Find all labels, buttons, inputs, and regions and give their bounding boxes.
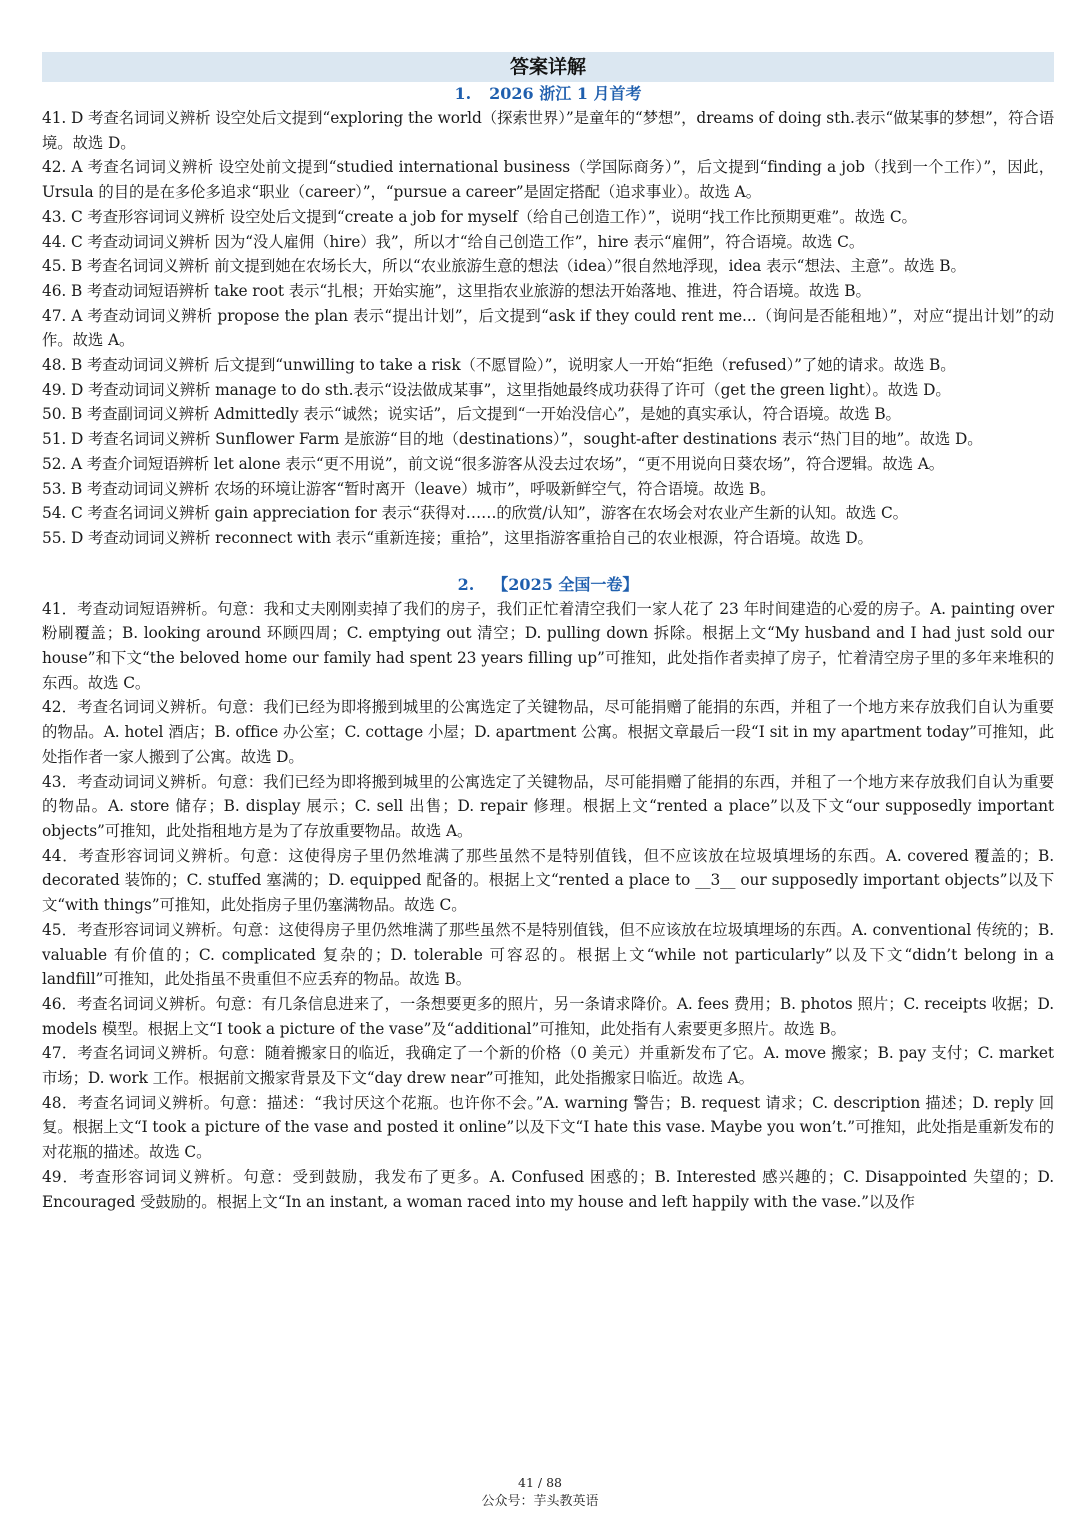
document-page bbox=[42, 52, 1054, 1214]
answer-paragraph: 52. A 考查介词短语辨析 let alone 表示“更不用说”，前文说“很多游客从没去过农场”，“更不用说向日葵农场”，符合逻辑。故选 A。 bbox=[42, 454, 945, 473]
page-title: 答案详解 bbox=[42, 52, 1054, 82]
answer-paragraph: 48. B 考查动词词义辨析 后文提到“unwilling to take a risk（不愿冒险）”，说明家人一开始“拒绝（refused）”了她的请求。故选 B。 bbox=[42, 356, 956, 375]
answer-paragraph: 44. C 考查动词词义辨析 因为“没人雇佣（hire）我”，所以才“给自己创造工作”，hire 表示“雇佣”，符合语境。故选 C。 bbox=[42, 232, 865, 251]
answer-paragraph: 51. D 考查名词词义辨析 Sunflower Farm 是旅游“目的地（destinations）”，sought-after destinations 表示“热门目的地”。故选 D。 bbox=[42, 430, 983, 449]
answer-paragraph: 42. A 考查名词词义辨析 设空处前文提到“studied international business（学国际商务）”，后文提到“finding a job（找到一个工作）”，因此，Ursula 的目的是在多伦多追求“职业（career）”，“pursue a career”是固定搭配（追求事业）。故选 A。 bbox=[42, 158, 1054, 202]
section-heading-2 bbox=[42, 573, 1054, 597]
answer-paragraph: 45. B 考查名词词义辨析 前文提到她在农场长大，所以“农业旅游生意的想法（idea）”很自然地浮现，idea 表示“想法、主意”。故选 B。 bbox=[42, 257, 966, 276]
section-number: 2. bbox=[457, 574, 475, 594]
answer-paragraph: 47. A 考查动词词义辨析 propose the plan 表示“提出计划”，后文提到“ask if they could rent me...（询问是否能租地）”，对应“提出计划”的动作。故选 A。 bbox=[42, 306, 1054, 350]
answer-paragraph: 54. C 考查名词词义辨析 gain appreciation for 表示“获得对……的欣赏/认知”，游客在农场会对农业产生新的认知。故选 C。 bbox=[42, 504, 908, 523]
answer-paragraph: 50. B 考查副词词义辨析 Admittedly 表示“诚然；说实话”，后文提到“一开始没信心”，是她的真实承认，符合语境。故选 B。 bbox=[42, 405, 901, 424]
answer-paragraph: 49. D 考查动词词义辨析 manage to do sth.表示“设法做成某事”，这里指她最终成功获得了许可（get the green light）。故选 D。 bbox=[42, 380, 951, 399]
section-heading-1 bbox=[42, 82, 1054, 106]
section-title: 【2025 全国一卷】 bbox=[492, 574, 639, 594]
answer-paragraph: 43．考查动词词义辨析。句意：我们已经为即将搬到城里的公寓选定了关键物品，尽可能捐赠了能捐的东西，并租了一个地方来存放我们自认为重要的物品。A. store 储存；B. display 展示；C. sell 出售；D. repair 修理。根据上文“rented a place”以及下文“our supposedly important objects”可推知，此处指租地方是为了存放重要物品。故选 A。 bbox=[42, 772, 1054, 840]
answer-paragraph: 53. B 考查动词词义辨析 农场的环境让游客“暂时离开（leave）城市”，呼吸新鲜空气，符合语境。故选 B。 bbox=[42, 479, 776, 498]
section-gap bbox=[42, 551, 1054, 573]
answer-paragraph: 47．考查名词词义辨析。句意：随着搬家日的临近，我确定了一个新的价格（0 美元）并重新发布了它。A. move 搬家；B. pay 支付；C. market 市场；D. work 工作。根据前文搬家背景及下文“day drew near”可推知，此处指搬家日临近。故选 A。 bbox=[42, 1044, 1054, 1088]
footer-account: 公众号：芋头教英语 bbox=[481, 1494, 599, 1509]
section-number: 1. bbox=[454, 84, 472, 103]
answer-paragraph: 49．考查形容词词义辨析。句意：受到鼓励，我发布了更多。A. Confused 困惑的；B. Interested 感兴趣的；C. Disappointed 失望的；D. Encouraged 受鼓励的。根据上文“In an instant, a woman raced into my house and left happily with the vase.”以及作 bbox=[42, 1167, 1054, 1211]
answer-paragraph: 43. C 考查形容词词义辨析 设空处后文提到“create a job for myself（给自己创造工作）”，说明“找工作比预期更难”。故选 C。 bbox=[42, 207, 917, 226]
answer-paragraph: 42．考查名词词义辨析。句意：我们已经为即将搬到城里的公寓选定了关键物品，尽可能捐赠了能捐的东西，并租了一个地方来存放我们自认为重要的物品。A. hotel 酒店；B. office 办公室；C. cottage 小屋；D. apartment 公寓。根据文章最后一段“I sit in my apartment today”可推知，此处指作者一家人搬到了公寓。故选 D。 bbox=[42, 698, 1054, 766]
answer-paragraph: 44．考查形容词词义辨析。句意：这使得房子里仍然堆满了那些虽然不是特别值钱，但不应该放在垃圾填埋场的东西。A. covered 覆盖的；B. decorated 装饰的；C. stuffed 塞满的；D. equipped 配备的。根据上文“rented a place to __3__ our supposedly important objects”以及下文“with things”可推知，此处指房子里仍塞满物品。故选 C。 bbox=[42, 846, 1054, 915]
answer-paragraph: 48．考查名词词义辨析。句意：描述：“我讨厌这个花瓶。也许你不会。”A. warning 警告；B. request 请求；C. description 描述；D. reply 回复。根据上文“I took a picture of the vase and posted it online”以及下文“I hate this vase. Maybe you won’t.”可推知，此处指是重新发布的对花瓶的描述。故选 C。 bbox=[42, 1093, 1054, 1162]
answer-paragraph: 55. D 考查动词词义辨析 reconnect with 表示“重新连接；重拾”，这里指游客重拾自己的农业根源，符合语境。故选 D。 bbox=[42, 528, 873, 547]
answer-paragraph: 46. B 考查动词短语辨析 take root 表示“扎根；开始实施”，这里指农业旅游的想法开始落地、推进，符合语境。故选 B。 bbox=[42, 281, 871, 300]
answer-paragraph: 41. D 考查名词词义辨析 设空处后文提到“exploring the world（探索世界）”是童年的“梦想”，dreams of doing sth.表示“做某事的梦想”，符合语境。故选 D。 bbox=[42, 109, 1054, 152]
answer-paragraph: 45．考查形容词词义辨析。句意：这使得房子里仍然堆满了那些虽然不是特别值钱，但不应该放在垃圾填埋场的东西。A. conventional 传统的；B. valuable 有价值的；C. complicated 复杂的；D. tolerable 可容忍的。根据上文“while not particularly”以及下文“didn’t belong in a landfill”可推知，此处指虽不贵重但不应丢弃的物品。故选 B。 bbox=[42, 920, 1054, 989]
answer-paragraph: 41．考查动词短语辨析。句意：我和丈夫刚刚卖掉了我们的房子，我们正忙着清空我们一家人花了 23 年时间建造的心爱的房子。A. painting over 粉刷覆盖；B. looking around 环顾四周；C. emptying out 清空；D. pulling down 拆除。根据上文“My husband and I had just sold our house”和下文“the beloved home our family had spent 23 years filling up”可推知，此处指作者卖掉了房子，忙着清空房子里的多年来堆积的东西。故选 C。 bbox=[42, 599, 1054, 692]
page-number: 41 / 88 bbox=[518, 1475, 562, 1490]
section-title: 2026 浙江 1 月首考 bbox=[489, 84, 642, 103]
answer-paragraph: 46．考查名词词义辨析。句意：有几条信息进来了，一条想要更多的照片，另一条请求降价。A. fees 费用；B. photos 照片；C. receipts 收据；D. models 模型。根据上文“I took a picture of the vase”及“additional”可推知，此处指有人索要更多照片。故选 B。 bbox=[42, 994, 1054, 1038]
